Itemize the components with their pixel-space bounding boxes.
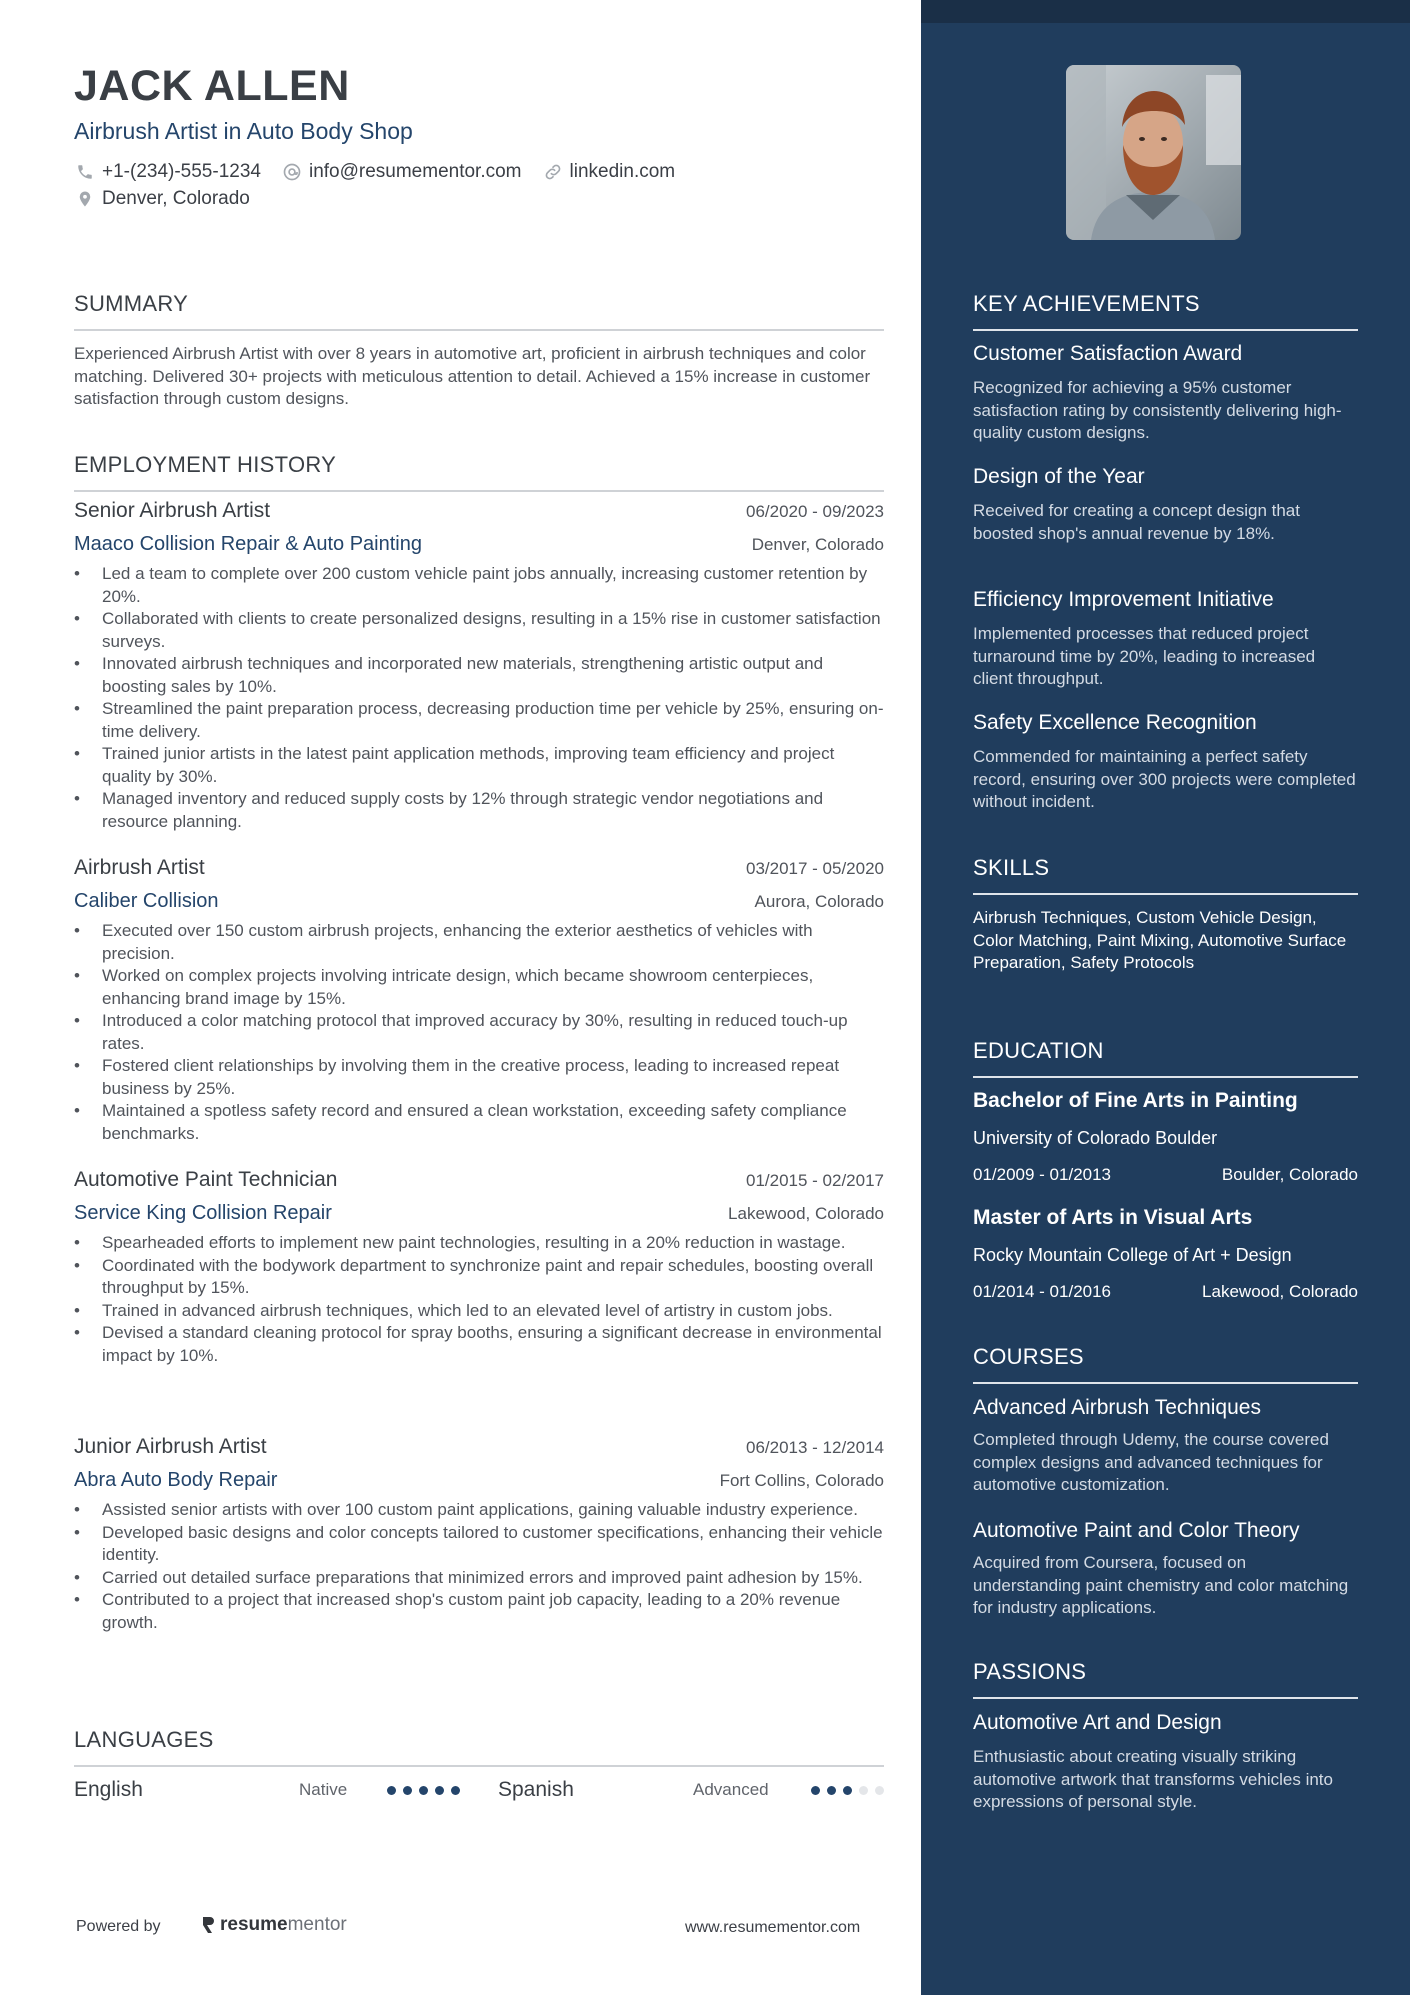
- achievement-text: Recognized for achieving a 95% customer satisfaction rating by consistently delivering high-quality custom designs.: [973, 378, 1342, 442]
- job-bullets: [74, 563, 884, 833]
- location-row: [74, 188, 270, 210]
- achievements-divider: [973, 329, 1358, 331]
- education-location: Lakewood, Colorado: [1202, 1282, 1358, 1301]
- job-bullet: • Coordinated with the bodywork department to synchronize paint and repair schedules, boosting overall throughput by 15%.: [74, 1255, 884, 1300]
- rating-dot-filled: [843, 1786, 852, 1795]
- job-entry: [74, 1168, 884, 1367]
- language-rating: [811, 1786, 891, 1795]
- education-degree: Master of Arts in Visual Arts: [973, 1206, 1253, 1229]
- education-location: Boulder, Colorado: [1221, 1165, 1358, 1184]
- achievement-title: Efficiency Improvement Initiative: [973, 588, 1274, 611]
- skills-text: Airbrush Techniques, Custom Vehicle Design, Color Matching, Paint Mixing, Automotive Surface Preparation, Safety Protocols: [973, 908, 1347, 972]
- skills-divider: [973, 893, 1358, 895]
- language-name: Spanish: [498, 1778, 574, 1801]
- job-entry: [74, 499, 884, 833]
- job-dates: 03/2017 - 05/2020: [745, 859, 884, 878]
- education-degree: Bachelor of Fine Arts in Painting: [973, 1089, 1298, 1112]
- summary-divider: [74, 329, 884, 331]
- logo-text-bold: resume: [220, 1914, 288, 1935]
- job-bullets: [74, 1499, 884, 1634]
- job-location: Denver, Colorado: [751, 535, 884, 554]
- job-bullet: • Carried out detailed surface preparations that minimized errors and improved paint adhesion by 15%.: [74, 1567, 884, 1590]
- passions-heading: PASSIONS: [973, 1659, 1087, 1684]
- courses-heading: COURSES: [973, 1344, 1084, 1369]
- summary-heading: SUMMARY: [74, 291, 189, 316]
- passion-title: Automotive Art and Design: [973, 1711, 1222, 1734]
- education-dates: 01/2009 - 01/2013: [973, 1165, 1112, 1184]
- language-spanish: [498, 1775, 888, 1805]
- course-text: Acquired from Coursera, focused on understanding paint chemistry and color matching for industry applications.: [973, 1553, 1349, 1617]
- linkedin-text: linkedin.com: [569, 161, 676, 182]
- achievement-title: Safety Excellence Recognition: [973, 711, 1257, 734]
- powered-by-label: Powered by: [76, 1918, 161, 1935]
- passion-text: Enthusiastic about creating visually striking automotive artwork that transforms vehicles into expressions of personal style.: [973, 1747, 1333, 1811]
- rating-dot-filled: [435, 1786, 444, 1795]
- job-bullet: • Fostered client relationships by involving them in the creative process, leading to increased repeat business by 25%.: [74, 1055, 884, 1100]
- job-bullets: [74, 920, 884, 1145]
- email-text: info@resumementor.com: [308, 161, 522, 182]
- job-bullet: • Spearheaded efforts to implement new paint technologies, resulting in a 20% reduction in wastage.: [74, 1232, 884, 1255]
- education-heading: EDUCATION: [973, 1038, 1104, 1063]
- job-entry: [74, 1435, 884, 1634]
- job-bullet: • Executed over 150 custom airbrush projects, enhancing the exterior aesthetics of vehicles with precision.: [74, 920, 884, 965]
- course-title: Automotive Paint and Color Theory: [973, 1519, 1300, 1542]
- at-icon: [281, 161, 303, 183]
- job-bullet: • Innovated airbrush techniques and incorporated new materials, strengthening artistic output and boosting sales by 10%.: [74, 653, 884, 698]
- achievement-text: Implemented processes that reduced project turnaround time by 20%, leading to increased client throughput.: [973, 624, 1316, 688]
- job-location: Fort Collins, Colorado: [719, 1471, 884, 1490]
- rating-dot-filled: [419, 1786, 428, 1795]
- job-bullets: [74, 1232, 884, 1367]
- job-bullet: • Developed basic designs and color concepts tailored to customer specifications, enhancing their vehicle identity.: [74, 1522, 884, 1567]
- achievement-text: Commended for maintaining a perfect safety record, ensuring over 300 projects were completed without incident.: [973, 747, 1356, 811]
- summary-text: Experienced Airbrush Artist with over 8 years in automotive art, proficient in airbrush techniques and color matching. Delivered 30+ projects with meticulous attention to detail. Achieved a 15% increase in customer satisfaction through custom designs.: [74, 344, 871, 408]
- passions-divider: [973, 1697, 1358, 1699]
- linkedin-contact[interactable]: [542, 161, 676, 183]
- job-bullet: • Collaborated with clients to create personalized designs, resulting in a 15% rise in customer satisfaction surveys.: [74, 608, 884, 653]
- logo-mark-icon: [200, 1915, 216, 1935]
- job-company: Service King Collision Repair: [74, 1202, 332, 1224]
- education-divider: [973, 1076, 1358, 1078]
- job-entry: [74, 856, 884, 1145]
- skills-heading: SKILLS: [973, 855, 1050, 880]
- job-role: Airbrush Artist: [74, 856, 205, 879]
- languages-heading: LANGUAGES: [74, 1727, 214, 1752]
- achievement-title: Customer Satisfaction Award: [973, 342, 1243, 365]
- rating-dot-empty: [859, 1786, 868, 1795]
- phone-text: +1-(234)-555-1234: [102, 161, 261, 182]
- job-dates: 01/2015 - 02/2017: [745, 1171, 884, 1190]
- job-location: Aurora, Colorado: [754, 892, 884, 911]
- job-bullet: • Devised a standard cleaning protocol for spray booths, ensuring a significant decrease in environmental impact by 10%.: [74, 1322, 884, 1367]
- location-text: Denver, Colorado: [102, 188, 250, 209]
- achievement-text: Received for creating a concept design that boosted shop's annual revenue by 18%.: [973, 501, 1300, 543]
- language-level: Advanced: [693, 1780, 769, 1799]
- job-bullet: • Trained junior artists in the latest paint application methods, improving team efficiency and project quality by 30%.: [74, 743, 884, 788]
- sidebar: [921, 0, 1410, 1995]
- job-location: Lakewood, Colorado: [728, 1204, 884, 1223]
- course-title: Advanced Airbrush Techniques: [973, 1396, 1261, 1419]
- job-bullet: • Contributed to a project that increased shop's custom paint job capacity, leading to a 20% revenue growth.: [74, 1589, 884, 1634]
- achievement-title: Design of the Year: [973, 465, 1145, 488]
- resumementor-logo[interactable]: [200, 1914, 347, 1936]
- job-role: Junior Airbrush Artist: [74, 1435, 267, 1458]
- job-dates: 06/2013 - 12/2014: [745, 1438, 884, 1457]
- employment-divider: [74, 490, 884, 492]
- phone-contact[interactable]: [74, 161, 261, 183]
- job-company: Caliber Collision: [74, 890, 219, 912]
- language-level: Native: [299, 1780, 348, 1799]
- candidate-title: Airbrush Artist in Auto Body Shop: [74, 118, 413, 144]
- job-company: Maaco Collision Repair & Auto Painting: [74, 533, 422, 555]
- course-text: Completed through Udemy, the course covered complex designs and advanced techniques for automotive customization.: [973, 1430, 1329, 1494]
- rating-dot-filled: [811, 1786, 820, 1795]
- language-rating: [387, 1786, 467, 1795]
- rating-dot-filled: [451, 1786, 460, 1795]
- job-role: Automotive Paint Technician: [74, 1168, 338, 1191]
- logo-text-light: mentor: [287, 1914, 347, 1935]
- rating-dot-filled: [387, 1786, 396, 1795]
- job-bullet: • Introduced a color matching protocol that improved accuracy by 30%, resulting in reduced touch-up rates.: [74, 1010, 884, 1055]
- candidate-name: JACK ALLEN: [74, 62, 350, 110]
- job-bullet: • Assisted senior artists with over 100 custom paint applications, gaining valuable industry experience.: [74, 1499, 884, 1522]
- profile-photo: [1066, 65, 1241, 240]
- education-school: University of Colorado Boulder: [973, 1128, 1218, 1148]
- contact-row: [74, 161, 695, 183]
- language-english: [74, 1775, 464, 1805]
- job-bullet: • Trained in advanced airbrush techniques, which led to an elevated level of artistry in custom jobs.: [74, 1300, 884, 1323]
- job-company: Abra Auto Body Repair: [74, 1469, 278, 1491]
- employment-heading: EMPLOYMENT HISTORY: [74, 452, 337, 477]
- education-school: Rocky Mountain College of Art + Design: [973, 1245, 1292, 1265]
- job-role: Senior Airbrush Artist: [74, 499, 271, 522]
- location-contact: [74, 188, 250, 210]
- languages-divider: [74, 1765, 884, 1767]
- job-dates: 06/2020 - 09/2023: [745, 502, 884, 521]
- education-dates: 01/2014 - 01/2016: [973, 1282, 1112, 1301]
- location-pin-icon: [74, 188, 96, 210]
- job-bullet: • Worked on complex projects involving intricate design, which became showroom centerpieces, enhancing brand image by 15%.: [74, 965, 884, 1010]
- link-icon: [542, 161, 564, 183]
- job-bullet: • Led a team to complete over 200 custom vehicle paint jobs annually, increasing customer retention by 20%.: [74, 563, 884, 608]
- rating-dot-filled: [403, 1786, 412, 1795]
- education-meta: [973, 1282, 1358, 1302]
- phone-icon: [74, 161, 96, 183]
- rating-dot-filled: [827, 1786, 836, 1795]
- language-name: English: [74, 1778, 143, 1801]
- achievements-heading: KEY ACHIEVEMENTS: [973, 291, 1200, 316]
- email-contact[interactable]: [281, 161, 522, 183]
- job-bullet: • Maintained a spotless safety record and ensured a clean workstation, exceeding safety compliance benchmarks.: [74, 1100, 884, 1145]
- courses-divider: [973, 1382, 1358, 1384]
- job-bullet: • Managed inventory and reduced supply costs by 12% through strategic vendor negotiations and resource planning.: [74, 788, 884, 833]
- sidebar-top-band: [921, 0, 1410, 23]
- job-bullet: • Streamlined the paint preparation process, decreasing production time per vehicle by 25%, ensuring on-time delivery.: [74, 698, 884, 743]
- footer-website-link[interactable]: www.resumementor.com: [685, 1919, 861, 1936]
- education-meta: [973, 1165, 1358, 1185]
- rating-dot-empty: [875, 1786, 884, 1795]
